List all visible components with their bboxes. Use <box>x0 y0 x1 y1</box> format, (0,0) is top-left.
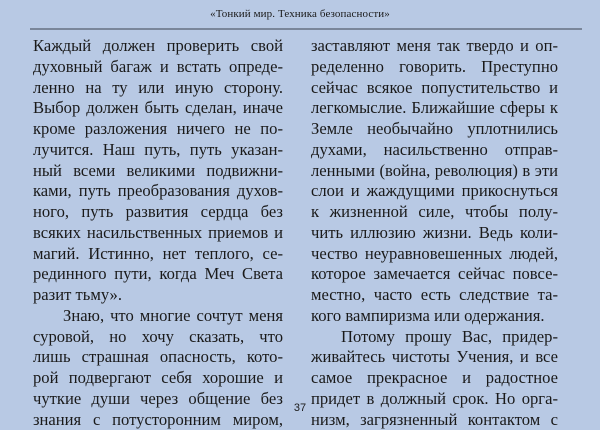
text-line: суровой, но хочу сказать, что <box>33 327 283 348</box>
header-rule <box>30 28 582 30</box>
text-line: заставляют меня так твердо и оп- <box>311 36 558 57</box>
text-line: Потому прошу Вас, придер- <box>311 327 558 348</box>
left-text-column <box>33 36 283 430</box>
text-line: самое прекрасное и радостное <box>311 368 558 389</box>
text-line: рединного пути, когда Меч Света <box>33 264 283 285</box>
text-line: к жизненной силе, чтобы полу- <box>311 202 558 223</box>
text-line: сейчас всякое попустительство и <box>311 78 558 99</box>
text-line: Каждый должен проверить свой <box>33 36 283 57</box>
text-line: кого вампиризма или одержания. <box>311 306 558 327</box>
running-header: «Тонкий мир. Техника безопасности» <box>0 8 600 20</box>
text-line: рой подвергают себя хорошие и <box>33 368 283 389</box>
page-number: 37 <box>0 402 600 414</box>
text-line: ками, путь преобразования духов- <box>33 181 283 202</box>
text-line: чить иллюзию жизни. Ведь коли- <box>311 223 558 244</box>
text-line: знания с потусторонним миром, <box>33 410 283 430</box>
text-line: легкомыслие. Ближайшие сферы к <box>311 98 558 119</box>
text-line: Земле необычайно уплотнились <box>311 119 558 140</box>
text-line: чество неуравновешенных людей, <box>311 244 558 265</box>
text-line: лучится. Наш путь, путь указан- <box>33 140 283 161</box>
text-line: местно, часто есть следствие та- <box>311 285 558 306</box>
text-line: разит тьму». <box>33 285 283 306</box>
text-line: магий. Истинно, нет теплого, се- <box>33 244 283 265</box>
text-line: живайтесь чистоты Учения, и все <box>311 347 558 368</box>
text-line: ленными (война, революция) в эти <box>311 161 558 182</box>
text-line: низм, загрязненный контактом с <box>311 410 558 430</box>
text-line: кроме разложения ничего не по- <box>33 119 283 140</box>
text-line: духами, насильственно отправ- <box>311 140 558 161</box>
text-line: ленно на ту или иную сторону. <box>33 78 283 99</box>
text-line: ределенно говорить. Преступно <box>311 57 558 78</box>
text-line: лишь страшная опасность, кото- <box>33 347 283 368</box>
text-line: Выбор должен быть сделан, иначе <box>33 98 283 119</box>
text-line: Знаю, что многие сочтут меня <box>33 306 283 327</box>
text-line: чуткие души через общение без <box>33 389 283 410</box>
text-line: ного, путь развития сердца без <box>33 202 283 223</box>
right-text-column <box>311 36 558 430</box>
text-line: ный всеми великими подвижни- <box>33 161 283 182</box>
text-line: которое замечается сейчас повсе- <box>311 264 558 285</box>
text-line: придет в должный срок. Но орга- <box>311 389 558 410</box>
text-line: слои и жаждущими прикоснуться <box>311 181 558 202</box>
text-line: всяких насильственных приемов и <box>33 223 283 244</box>
text-line: духовный багаж и встать опреде- <box>33 57 283 78</box>
